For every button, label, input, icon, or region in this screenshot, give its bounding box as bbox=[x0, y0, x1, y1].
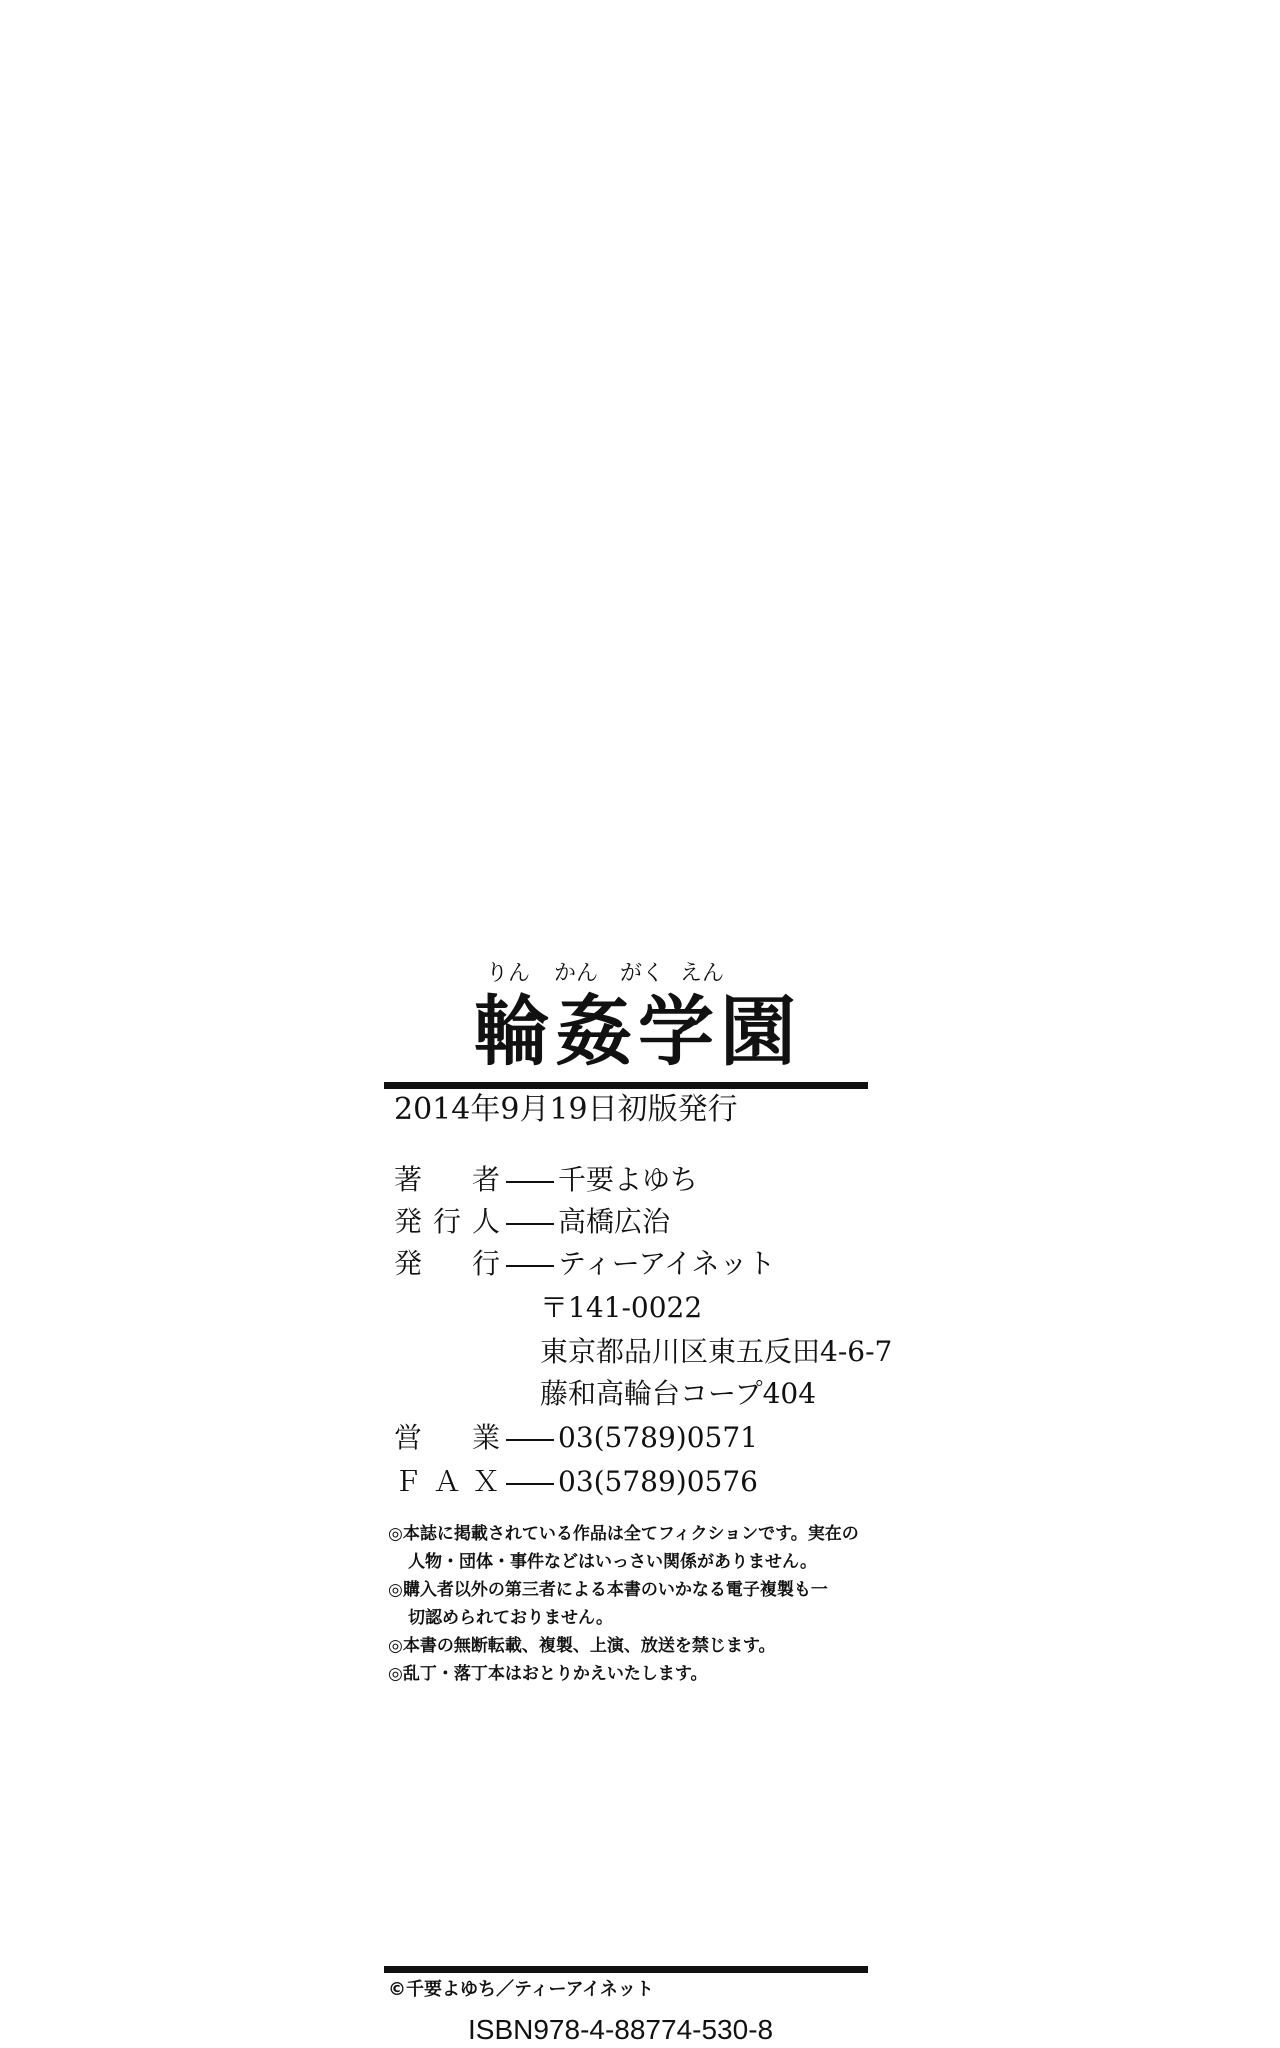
publisher-person-label: 発行人 bbox=[394, 1205, 500, 1238]
publisher-person-row bbox=[394, 1202, 670, 1242]
ruby-4: えん bbox=[680, 961, 725, 986]
postal-code: 〒141-0022 bbox=[540, 1291, 703, 1324]
ruby-1: りん bbox=[486, 961, 531, 986]
sales-row bbox=[394, 1418, 758, 1458]
title-ruby bbox=[484, 960, 784, 990]
dash bbox=[506, 1439, 554, 1441]
copyright-line: ©千要よゆち／ティーアイネット bbox=[388, 1979, 654, 2000]
ruby-2: かん bbox=[554, 961, 599, 986]
address-line-1: 東京都品川区東五反田4-6-7 bbox=[540, 1335, 893, 1368]
bottom-rule bbox=[384, 1966, 868, 1973]
note-line: ◎乱丁・落丁本はおとりかえいたします。 bbox=[388, 1664, 708, 1684]
isbn: ISBN978-4-88774-530-8 bbox=[468, 2014, 774, 2045]
dash bbox=[506, 1483, 554, 1485]
top-rule bbox=[384, 1082, 868, 1089]
legal-notes bbox=[388, 1520, 868, 1688]
fax-row bbox=[394, 1462, 758, 1502]
ruby-3: がく bbox=[620, 961, 665, 986]
sales-label: 営業 bbox=[394, 1421, 500, 1454]
note-line: 人物・団体・事件などはいっさい関係がありません。 bbox=[408, 1552, 818, 1572]
publisher-row bbox=[394, 1244, 776, 1284]
sales-phone: 03(5789)0571 bbox=[558, 1421, 758, 1454]
publication-date: 2014年9月19日初版発行 bbox=[394, 1092, 738, 1127]
note-line: ◎本書の無断転載、複製、上演、放送を禁じます。 bbox=[388, 1636, 776, 1656]
dash bbox=[506, 1265, 554, 1267]
publisher-label: 発行 bbox=[394, 1247, 500, 1280]
author-row bbox=[394, 1160, 698, 1200]
note-line: ◎購入者以外の第三者による本書のいかなる電子複製も一 bbox=[388, 1580, 828, 1600]
dash bbox=[506, 1181, 554, 1183]
publisher-person-name: 高橋広治 bbox=[558, 1205, 671, 1238]
note-line: ◎本誌に掲載されている作品は全てフィクションです。実在の bbox=[388, 1524, 859, 1544]
author-label: 著者 bbox=[394, 1163, 500, 1196]
publisher-name: ティーアイネット bbox=[558, 1247, 776, 1280]
note-line: 切認められておりません。 bbox=[408, 1608, 614, 1628]
fax-number: 03(5789)0576 bbox=[558, 1465, 758, 1498]
book-title: 輪姦学園 bbox=[474, 987, 802, 1076]
fax-label: ＦＡＸ bbox=[394, 1465, 500, 1498]
dash bbox=[506, 1223, 554, 1225]
address-line-2: 藤和高輪台コープ404 bbox=[540, 1377, 817, 1410]
author-name: 千要よゆち bbox=[558, 1163, 699, 1196]
